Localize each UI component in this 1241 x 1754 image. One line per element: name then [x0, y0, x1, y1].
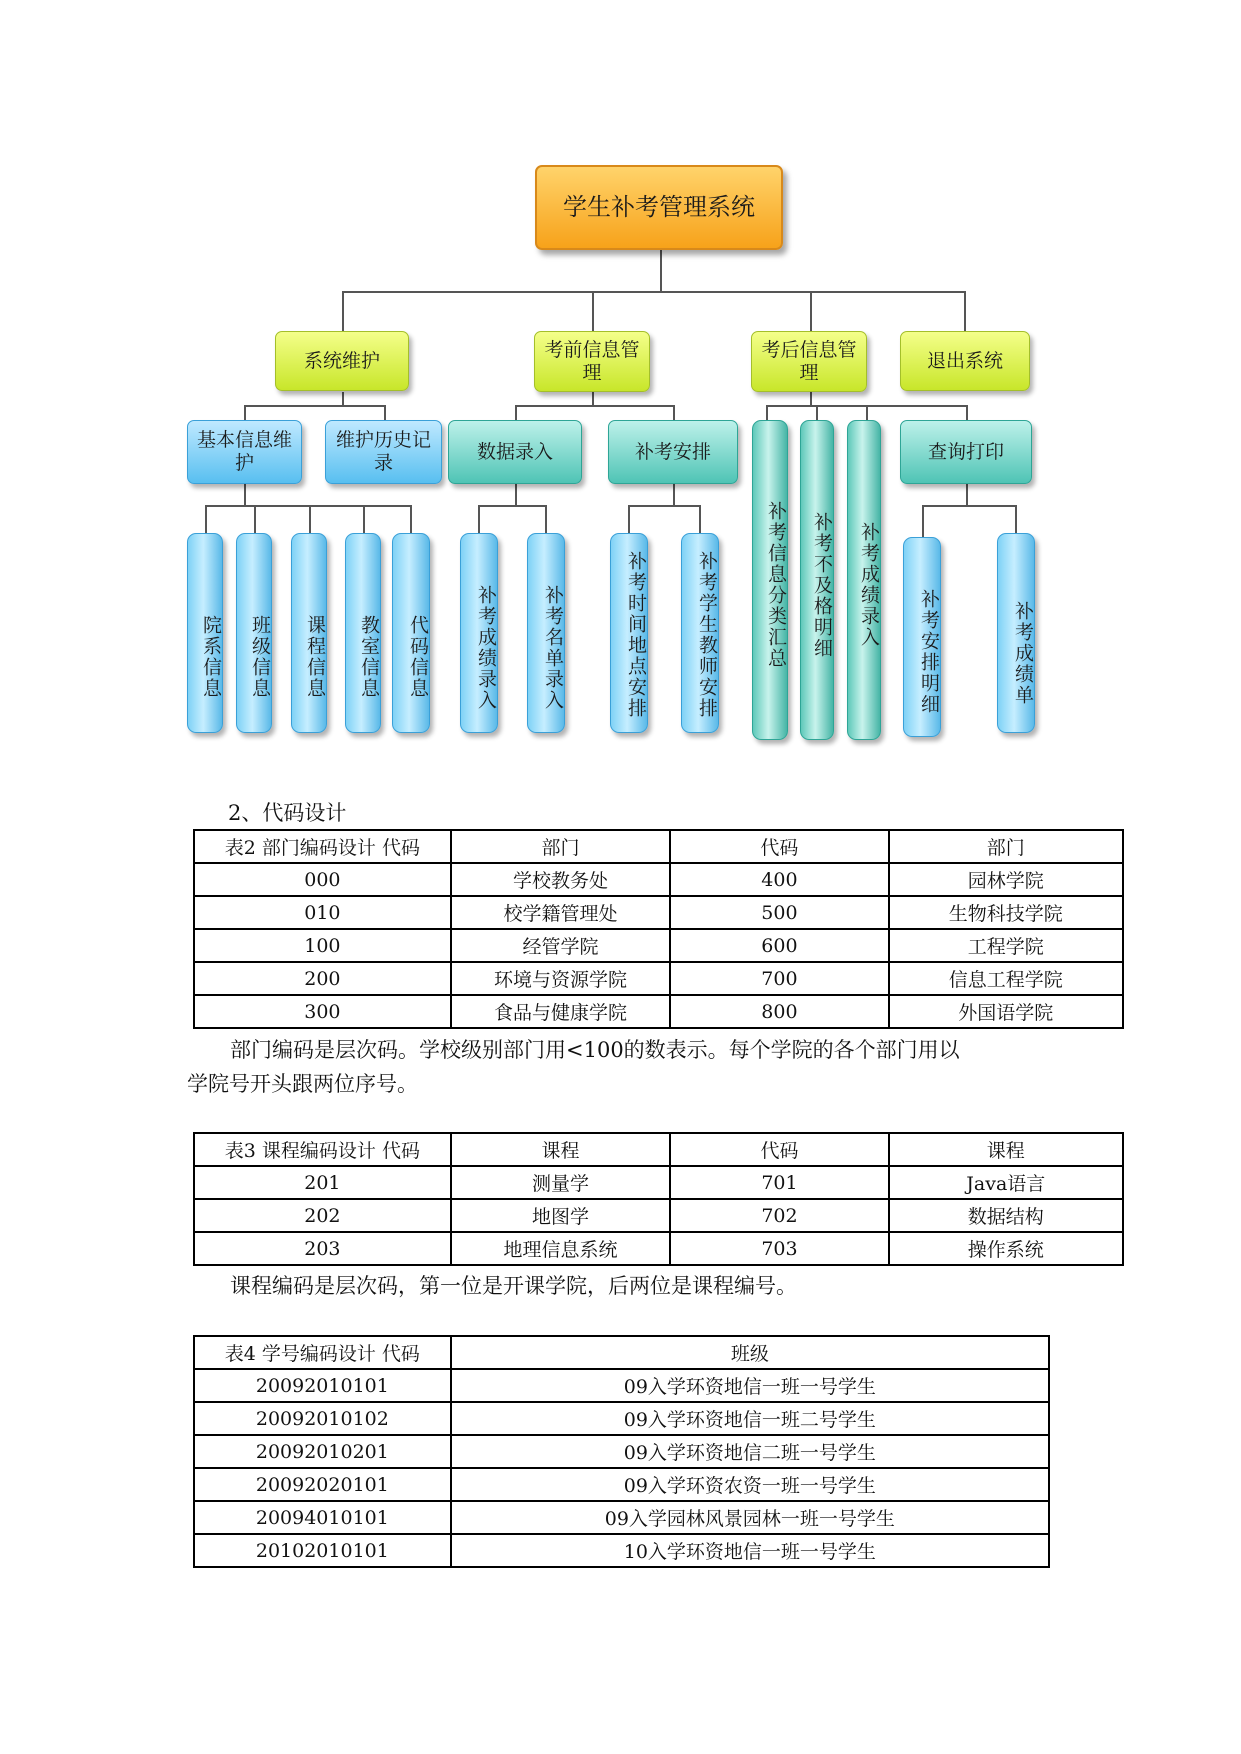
paragraph-dept-code-line1: 部门编码是层次码。学校级别部门用<100的数表示。每个学院的各个部门用以	[230, 1038, 960, 1062]
node-makeup-info-summary: 补考信息分类汇总	[752, 420, 788, 740]
paragraph-dept-code-line2: 学院号开头跟两位序号。	[187, 1072, 418, 1096]
table-student-id-codes	[193, 1335, 1050, 1568]
table-row: 20092010201 09入学环资地信二班一号学生	[194, 1435, 1049, 1468]
node-query-print: 查询打印	[900, 420, 1032, 484]
table-row: 201 测量学 701 Java语言	[194, 1166, 1123, 1199]
node-makeup-arrangement: 补考安排	[608, 420, 738, 484]
leaf-makeup-student-teacher: 补考学生教师安排	[681, 533, 719, 733]
table-header-row: 表2 部门编码设计 代码 部门 代码 部门	[194, 830, 1123, 863]
leaf-code-info: 代码信息	[392, 533, 430, 733]
leaf-makeup-arrangement-detail: 补考安排明细	[903, 537, 941, 737]
table-row: 20092010102 09入学环资地信一班二号学生	[194, 1402, 1049, 1435]
table-row: 300 食品与健康学院 800 外国语学院	[194, 995, 1123, 1028]
leaf-course-info: 课程信息	[291, 533, 327, 733]
leaf-makeup-score-entry: 补考成绩录入	[460, 533, 498, 733]
table-row: 100 经管学院 600 工程学院	[194, 929, 1123, 962]
node-system-maintenance: 系统维护	[275, 331, 409, 391]
chart-root-node: 学生补考管理系统	[535, 165, 783, 250]
leaf-makeup-list-entry: 补考名单录入	[527, 533, 565, 733]
node-maintenance-history: 维护历史记录	[325, 420, 442, 484]
table-course-codes	[193, 1132, 1124, 1266]
node-data-entry: 数据录入	[448, 420, 582, 484]
leaf-makeup-score-sheet: 补考成绩单	[997, 533, 1035, 733]
table-header-row: 表3 课程编码设计 代码 课程 代码 课程	[194, 1133, 1123, 1166]
table-row: 202 地图学 702 数据结构	[194, 1199, 1123, 1232]
table-row: 000 学校教务处 400 园林学院	[194, 863, 1123, 896]
table-row: 20092020101 09入学环资农资一班一号学生	[194, 1468, 1049, 1501]
table-row: 20102010101 10入学环资地信一班一号学生	[194, 1534, 1049, 1567]
node-exit-system: 退出系统	[900, 331, 1030, 391]
node-makeup-score-entry: 补考成绩录入	[847, 420, 881, 740]
leaf-department-info: 院系信息	[187, 533, 223, 733]
node-basic-info-maintenance: 基本信息维护	[187, 420, 302, 484]
leaf-class-info: 班级信息	[236, 533, 272, 733]
table-row: 20092010101 09入学环资地信一班一号学生	[194, 1369, 1049, 1402]
table-row: 010 校学籍管理处 500 生物科技学院	[194, 896, 1123, 929]
table-department-codes	[193, 829, 1124, 1029]
node-pre-exam-info: 考前信息管理	[534, 331, 650, 392]
section-heading: 2、代码设计	[228, 801, 347, 825]
leaf-makeup-time-place: 补考时间地点安排	[610, 533, 648, 733]
leaf-classroom-info: 教室信息	[345, 533, 381, 733]
table-row: 200 环境与资源学院 700 信息工程学院	[194, 962, 1123, 995]
node-makeup-fail-detail: 补考不及格明细	[800, 420, 834, 740]
table-header-row: 表4 学号编码设计 代码 班级	[194, 1336, 1049, 1369]
paragraph-course-code: 课程编码是层次码，第一位是开课学院，后两位是课程编号。	[230, 1274, 797, 1298]
table-row: 203 地理信息系统 703 操作系统	[194, 1232, 1123, 1265]
table-row: 20094010101 09入学园林风景园林一班一号学生	[194, 1501, 1049, 1534]
node-post-exam-info: 考后信息管理	[751, 331, 867, 392]
